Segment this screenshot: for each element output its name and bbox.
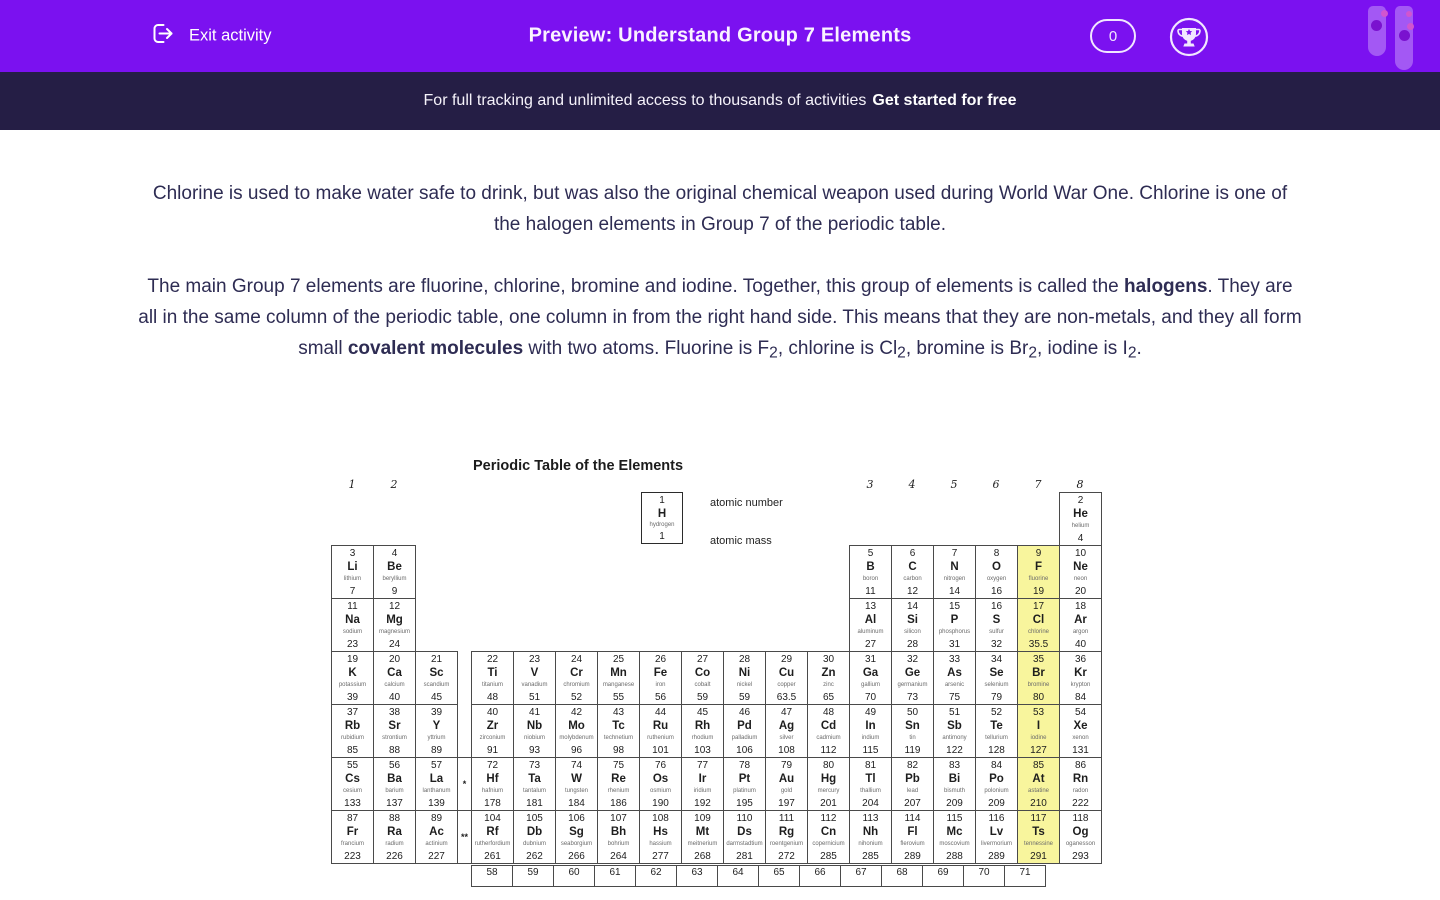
- periodic-table-figure: [270, 402, 1170, 878]
- group-label-4: 4: [908, 477, 916, 491]
- exit-activity-label: Exit activity: [189, 26, 272, 45]
- element-cell-B: 5 B boron 11: [849, 545, 892, 599]
- series-marker: **: [457, 810, 472, 864]
- element-cell-Lv: 116 Lv livermorium 289: [975, 810, 1018, 864]
- element-cell-Br: 35 Br bromine 80: [1017, 651, 1060, 705]
- element-cell-Cu: 29 Cu copper 63.5: [765, 651, 808, 705]
- score-counter[interactable]: [1090, 19, 1136, 53]
- element-cell-F: 9 F fluorine 19: [1017, 545, 1060, 599]
- legend-hydrogen-cell: 1 H hydrogen 1: [641, 492, 683, 544]
- element-cell-Cl: 17 Cl chlorine 35.5: [1017, 598, 1060, 652]
- element-cell-Zn: 30 Zn zinc 65: [807, 651, 850, 705]
- element-cell-V: 23 V vanadium 51: [513, 651, 556, 705]
- element-cell-Fe: 26 Fe iron 56: [639, 651, 682, 705]
- element-cell-W: 74 W tungsten 184: [555, 757, 598, 811]
- atomic-mass-label: atomic mass: [710, 534, 772, 547]
- element-cell-Ra: 88 Ra radium 226: [373, 810, 416, 864]
- element-cell-Ga: 31 Ga gallium 70: [849, 651, 892, 705]
- element-cell-Mg: 12 Mg magnesium 24: [373, 598, 416, 652]
- intro-paragraph-1: Chlorine is used to make water safe to drink, but was also the original chemical weapon used during World War One. Chlorine is one of the halogen elements in Group 7 of the periodic table.: [152, 183, 1288, 235]
- get-started-link[interactable]: Get started for free: [872, 92, 1017, 109]
- group-label-6: 6: [992, 477, 1000, 491]
- element-cell-As: 33 As arsenic 75: [933, 651, 976, 705]
- element-cell-C: 6 C carbon 12: [891, 545, 934, 599]
- promo-banner-text: For full tracking and unlimited access to thousands of activities: [423, 92, 867, 109]
- element-cell-Nb: 41 Nb niobium 93: [513, 704, 556, 758]
- atomic-number-label: atomic number: [710, 496, 783, 509]
- element-cell-Og: 118 Og oganesson 293: [1059, 810, 1102, 864]
- element-cell-Ru: 44 Ru ruthenium 101: [639, 704, 682, 758]
- element-cell-Sb: 51 Sb antimony 122: [933, 704, 976, 758]
- element-cell-Cr: 24 Cr chromium 52: [555, 651, 598, 705]
- lanthanide-cell-58: 58: [471, 865, 513, 887]
- element-cell-Ts: 117 Ts tennessine 291: [1017, 810, 1060, 864]
- group-label-7: 7: [1034, 477, 1042, 491]
- element-cell-Na: 11 Na sodium 23: [331, 598, 374, 652]
- element-cell-Si: 14 Si silicon 28: [891, 598, 934, 652]
- lanthanide-cell-67: 67: [840, 865, 882, 887]
- element-cell-Cd: 48 Cd cadmium 112: [807, 704, 850, 758]
- periodic-table-grid: [331, 492, 1101, 863]
- element-cell-Ds: 110 Ds darmstadtium 281: [723, 810, 766, 864]
- element-cell-Y: 39 Y yttrium 89: [415, 704, 458, 758]
- page-title: Preview: Understand Group 7 Elements: [528, 24, 912, 47]
- element-cell-Se: 34 Se selenium 79: [975, 651, 1018, 705]
- element-cell-Rh: 45 Rh rhodium 103: [681, 704, 724, 758]
- group-label-8: 8: [1076, 477, 1084, 491]
- element-cell-Ar: 18 Ar argon 40: [1059, 598, 1102, 652]
- lanthanide-cell-66: 66: [799, 865, 841, 887]
- lanthanide-cell-69: 69: [922, 865, 964, 887]
- periodic-table-title: Periodic Table of the Elements: [473, 457, 684, 474]
- element-cell-Sn: 50 Sn tin 119: [891, 704, 934, 758]
- intro-paragraph-2: The main Group 7 elements are fluorine, chlorine, bromine and iodine. Together, this group of elements is called the halogens. They are all in the same column of the periodic table, one column in from the right hand side. This means that they are non-metals, and they all form small covalent molecules with two atoms. Fluorine is F2, chlorine is Cl2, bromine is Br2, iodine is I2.: [138, 276, 1302, 362]
- element-cell-O: 8 O oxygen 16: [975, 545, 1018, 599]
- element-cell-Re: 75 Re rhenium 186: [597, 757, 640, 811]
- lanthanide-cell-68: 68: [881, 865, 923, 887]
- element-cell-Bi: 83 Bi bismuth 209: [933, 757, 976, 811]
- element-cell-Be: 4 Be beryllium 9: [373, 545, 416, 599]
- element-cell-Pd: 46 Pd palladium 106: [723, 704, 766, 758]
- element-cell-I: 53 I iodine 127: [1017, 704, 1060, 758]
- element-cell-Te: 52 Te tellurium 128: [975, 704, 1018, 758]
- element-cell-Li: 3 Li lithium 7: [331, 545, 374, 599]
- element-cell-He: 2 He helium 4: [1059, 492, 1102, 546]
- group-label-1: 1: [348, 477, 356, 491]
- element-cell-Mn: 25 Mn manganese 55: [597, 651, 640, 705]
- element-cell-Db: 105 Db dubnium 262: [513, 810, 556, 864]
- element-cell-Pb: 82 Pb lead 207: [891, 757, 934, 811]
- element-cell-Rg: 111 Rg roentgenium 272: [765, 810, 808, 864]
- lanthanide-cell-61: 61: [594, 865, 636, 887]
- lanthanide-cell-64: 64: [717, 865, 759, 887]
- element-cell-Au: 79 Au gold 197: [765, 757, 808, 811]
- element-cell-Nh: 113 Nh nihonium 285: [849, 810, 892, 864]
- element-cell-Hg: 80 Hg mercury 201: [807, 757, 850, 811]
- element-cell-Mo: 42 Mo molybdenum 96: [555, 704, 598, 758]
- lanthanide-cell-71: 71: [1004, 865, 1046, 887]
- element-cell-Pt: 78 Pt platinum 195: [723, 757, 766, 811]
- trophy-icon: [1169, 17, 1209, 57]
- element-cell-Ti: 22 Ti titanium 48: [471, 651, 514, 705]
- element-cell-Po: 84 Po polonium 209: [975, 757, 1018, 811]
- element-cell-Hf: 72 Hf hafnium 178: [471, 757, 514, 811]
- element-cell-Os: 76 Os osmium 190: [639, 757, 682, 811]
- group-label-2: 2: [390, 477, 398, 491]
- element-cell-Sr: 38 Sr strontium 88: [373, 704, 416, 758]
- element-cell-Ac: 89 Ac actinium 227: [415, 810, 458, 864]
- element-cell-Tl: 81 Tl thallium 204: [849, 757, 892, 811]
- promo-banner: [0, 72, 1440, 130]
- series-marker: *: [457, 757, 472, 811]
- element-cell-Zr: 40 Zr zirconium 91: [471, 704, 514, 758]
- element-cell-Ag: 47 Ag silver 108: [765, 704, 808, 758]
- element-cell-Ne: 10 Ne neon 20: [1059, 545, 1102, 599]
- element-cell-Rf: 104 Rf rutherfordium 261: [471, 810, 514, 864]
- element-cell-Fr: 87 Fr francium 223: [331, 810, 374, 864]
- lanthanide-row-partial: [471, 865, 1045, 887]
- element-cell-Fl: 114 Fl flerovium 289: [891, 810, 934, 864]
- element-cell-Ba: 56 Ba barium 137: [373, 757, 416, 811]
- lanthanide-cell-59: 59: [512, 865, 554, 887]
- element-cell-Sg: 106 Sg seaborgium 266: [555, 810, 598, 864]
- element-cell-N: 7 N nitrogen 14: [933, 545, 976, 599]
- element-cell-Rb: 37 Rb rubidium 85: [331, 704, 374, 758]
- element-cell-Sc: 21 Sc scandium 45: [415, 651, 458, 705]
- element-cell-Mt: 109 Mt meitnerium 268: [681, 810, 724, 864]
- element-cell-S: 16 S sulfur 32: [975, 598, 1018, 652]
- element-cell-Ta: 73 Ta tantalum 181: [513, 757, 556, 811]
- activity-content: [0, 178, 1440, 878]
- element-cell-In: 49 In indium 115: [849, 704, 892, 758]
- lanthanide-cell-60: 60: [553, 865, 595, 887]
- score-value: 0: [1108, 27, 1118, 45]
- lanthanide-cell-62: 62: [635, 865, 677, 887]
- element-cell-At: 85 At astatine 210: [1017, 757, 1060, 811]
- group-label-3: 3: [866, 477, 874, 491]
- element-cell-Rn: 86 Rn radon 222: [1059, 757, 1102, 811]
- element-cell-La: 57 La lanthanum 139: [415, 757, 458, 811]
- element-cell-Al: 13 Al aluminum 27: [849, 598, 892, 652]
- element-cell-Cn: 112 Cn copernicium 285: [807, 810, 850, 864]
- element-cell-Xe: 54 Xe xenon 131: [1059, 704, 1102, 758]
- element-cell-Ca: 20 Ca calcium 40: [373, 651, 416, 705]
- element-cell-Hs: 108 Hs hassium 277: [639, 810, 682, 864]
- element-cell-Ir: 77 Ir iridium 192: [681, 757, 724, 811]
- element-cell-Ni: 28 Ni nickel 59: [723, 651, 766, 705]
- lanthanide-cell-63: 63: [676, 865, 718, 887]
- group-label-5: 5: [950, 477, 958, 491]
- element-cell-Co: 27 Co cobalt 59: [681, 651, 724, 705]
- trophy-button[interactable]: [1169, 17, 1209, 57]
- element-cell-Cs: 55 Cs cesium 133: [331, 757, 374, 811]
- app-header: [0, 0, 1440, 72]
- lanthanide-cell-65: 65: [758, 865, 800, 887]
- element-cell-K: 19 K potassium 39: [331, 651, 374, 705]
- element-cell-Ge: 32 Ge germanium 73: [891, 651, 934, 705]
- element-cell-Bh: 107 Bh bohrium 264: [597, 810, 640, 864]
- element-cell-P: 15 P phosphorus 31: [933, 598, 976, 652]
- element-cell-Mc: 115 Mc moscovium 288: [933, 810, 976, 864]
- lanthanide-cell-70: 70: [963, 865, 1005, 887]
- element-cell-Tc: 43 Tc technetium 98: [597, 704, 640, 758]
- element-cell-Kr: 36 Kr krypton 84: [1059, 651, 1102, 705]
